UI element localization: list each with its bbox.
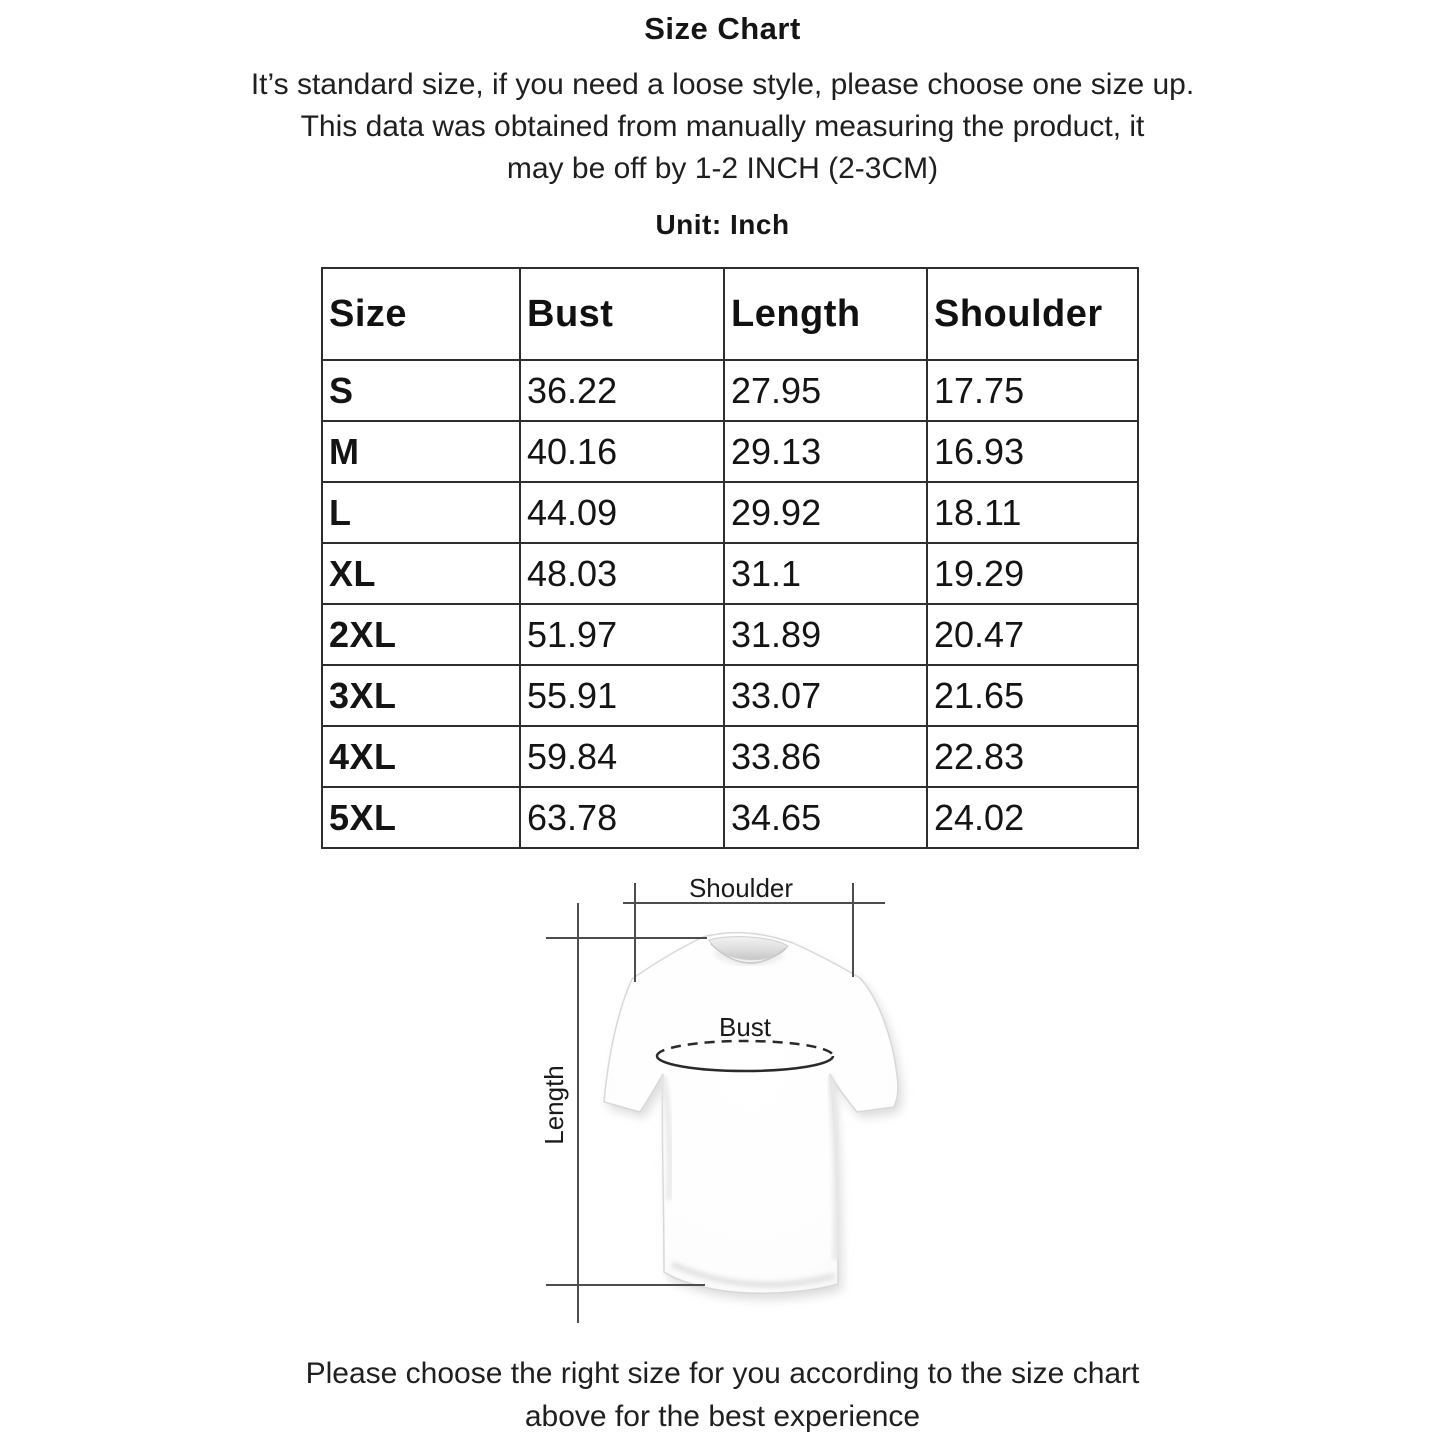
table-row: [322, 787, 1138, 848]
bust-cell: 55.91: [520, 665, 724, 726]
footer-line-1: Please choose the right size for you according to the size chart: [305, 1357, 1140, 1390]
table-row: [322, 360, 1138, 421]
shoulder-cell: 19.29: [927, 543, 1138, 604]
table-row: [322, 543, 1138, 604]
bust-cell: 59.84: [520, 726, 724, 787]
bust-cell: 36.22: [520, 360, 724, 421]
footer-note: [0, 1352, 1445, 1438]
measurement-diagram: [520, 860, 1000, 1330]
size-cell: 4XL: [322, 726, 520, 787]
header-bust: Bust: [520, 268, 724, 360]
footer-line-2: above for the best experience: [524, 1400, 921, 1433]
bust-label: Bust: [718, 1012, 772, 1042]
size-cell: 2XL: [322, 604, 520, 665]
size-cell: L: [322, 482, 520, 543]
tshirt-diagram-svg: [520, 860, 1000, 1330]
tshirt-graphic: [604, 933, 898, 1294]
table-row: [322, 726, 1138, 787]
bust-cell: 40.16: [520, 421, 724, 482]
table-row: [322, 604, 1138, 665]
shoulder-cell: 24.02: [927, 787, 1138, 848]
bust-cell: 51.97: [520, 604, 724, 665]
shoulder-cell: 20.47: [927, 604, 1138, 665]
header-shoulder: Shoulder: [927, 268, 1138, 360]
length-cell: 33.86: [724, 726, 927, 787]
length-cell: 27.95: [724, 360, 927, 421]
shoulder-label: Shoulder: [688, 873, 794, 903]
length-cell: 29.92: [724, 482, 927, 543]
size-note: [0, 64, 1445, 190]
shoulder-cell: 16.93: [927, 421, 1138, 482]
size-table: [321, 267, 1139, 849]
length-cell: 31.89: [724, 604, 927, 665]
size-cell: S: [322, 360, 520, 421]
bust-cell: 63.78: [520, 787, 724, 848]
size-cell: 5XL: [322, 787, 520, 848]
length-cell: 29.13: [724, 421, 927, 482]
length-cell: 33.07: [724, 665, 927, 726]
length-cell: 34.65: [724, 787, 927, 848]
shoulder-cell: 18.11: [927, 482, 1138, 543]
shoulder-cell: 21.65: [927, 665, 1138, 726]
shoulder-cell: 17.75: [927, 360, 1138, 421]
length-label: Length: [539, 1065, 569, 1145]
length-cell: 31.1: [724, 543, 927, 604]
table-row: [322, 482, 1138, 543]
shoulder-cell: 22.83: [927, 726, 1138, 787]
size-note-line-2: This data was obtained from manually measuring the product, it: [300, 110, 1145, 143]
table-row: [322, 421, 1138, 482]
size-note-line-3: may be off by 1-2 INCH (2-3CM): [506, 152, 939, 185]
size-note-line-1: It’s standard size, if you need a loose style, please choose one size up.: [250, 68, 1195, 101]
size-cell: 3XL: [322, 665, 520, 726]
table-row: [322, 665, 1138, 726]
unit-label: Unit: Inch: [655, 209, 790, 240]
table-header-row: [322, 268, 1138, 360]
header-length: Length: [724, 268, 927, 360]
bust-cell: 48.03: [520, 543, 724, 604]
page-title: Size Chart: [644, 11, 801, 46]
size-cell: M: [322, 421, 520, 482]
bust-cell: 44.09: [520, 482, 724, 543]
size-cell: XL: [322, 543, 520, 604]
header-size: Size: [322, 268, 520, 360]
